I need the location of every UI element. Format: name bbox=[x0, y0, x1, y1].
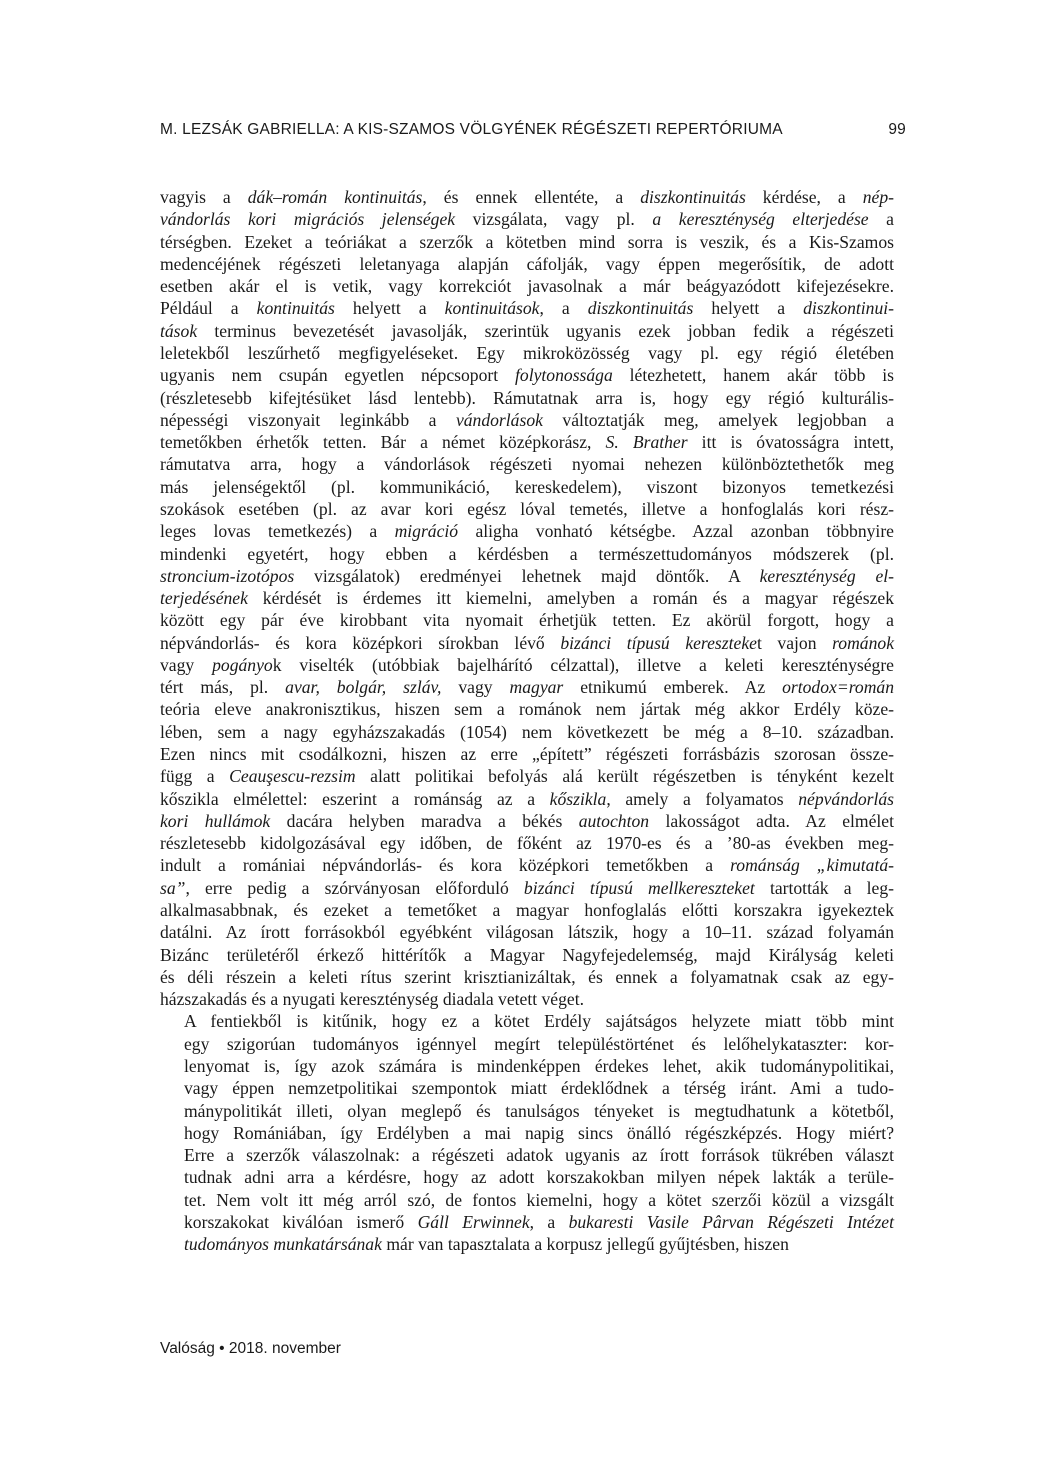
text-run: között egy pár éve kirobbant vita nyomait érhetjük tetten. Ez akörül forgott, hogy a bbox=[160, 610, 894, 631]
article-body bbox=[160, 186, 894, 1256]
text-run: Bizánc területéről érkező hittérítők a Magyar Nagyfejedelemség, majd Királyság keleti bbox=[160, 944, 894, 965]
text-line bbox=[160, 543, 894, 565]
text-run: helyett a bbox=[693, 298, 804, 319]
italic-text: vándorlások bbox=[455, 409, 543, 430]
italic-text: diszkontinuitás bbox=[640, 187, 746, 207]
italic-text: tások bbox=[160, 320, 198, 341]
text-line bbox=[160, 654, 894, 676]
text-line bbox=[160, 1077, 894, 1099]
italic-text: románság „kimutatá- bbox=[730, 855, 895, 876]
italic-text: tudományos munkatársának bbox=[184, 1234, 382, 1255]
text-run: egy szigorúan tudományos igénnyel megírt településtörténet és lelőhelykataszter: kor- bbox=[184, 1033, 894, 1054]
text-run: A fentiekből is kitűnik, hogy ez a kötet Erdély sajátságos helyzete miatt több mint bbox=[184, 1011, 894, 1032]
paragraph-1 bbox=[160, 186, 894, 1010]
publication-line: Valóság • 2018. november bbox=[160, 1340, 341, 1357]
text-run: térségben. Ezeket a teóriákat a szerzők a kötetben mind sorra is veszik, és a Kis-Szamos bbox=[160, 231, 894, 252]
italic-text: diszkontinui- bbox=[803, 298, 894, 319]
text-run: mindenki egyetért, hogy ebben a kérdésben a természettudományos módszerek (pl. bbox=[160, 543, 894, 564]
italic-text: bizánci típusú kereszteke bbox=[560, 632, 757, 653]
text-run: lenyomat is, így azok számára is mindenképpen érdekes lehet, akik tudománypolitikai, bbox=[184, 1055, 894, 1076]
text-line bbox=[160, 743, 894, 765]
italic-text: folytonossága bbox=[515, 365, 613, 386]
text-run: leletekből leszűrhető megfigyeléseket. Egy mikroközösség vagy pl. egy régió életében bbox=[160, 342, 894, 363]
text-run: lében, sem a nagy egyházszakadás (1054) nem következett be még a 8–10. században. bbox=[160, 721, 894, 742]
text-line bbox=[160, 921, 894, 943]
italic-text: Gáll Erwinnek bbox=[417, 1211, 530, 1232]
text-run: kérdését is érdemes itt kiemelni, amelyben a román és a magyar régészek bbox=[247, 588, 894, 609]
text-line bbox=[160, 721, 894, 743]
text-line bbox=[160, 1033, 894, 1055]
text-line bbox=[160, 810, 894, 832]
text-run: (részletesebb kifejtésüket lásd lentebb). Rámutatnak arra is, hogy egy régió kulturális- bbox=[160, 387, 894, 408]
text-line bbox=[160, 1233, 894, 1255]
italic-text: kőszikla bbox=[549, 788, 607, 809]
italic-text: bukaresti Vasile Pârvan Régészeti Intézet bbox=[568, 1211, 895, 1232]
italic-text: magyar bbox=[509, 677, 564, 698]
text-run: , erre pedig a szórványosan előforduló bbox=[185, 877, 524, 898]
text-line bbox=[160, 275, 894, 297]
text-run: rámutatva arra, hogy a vándorlások régészeti nyomai nehezen különböztethetők meg bbox=[160, 454, 894, 475]
text-run: kérdése, a bbox=[745, 187, 863, 207]
text-line bbox=[160, 788, 894, 810]
italic-text: vándorlás kori migrációs jelenségek bbox=[160, 209, 456, 230]
text-line bbox=[160, 498, 894, 520]
text-line bbox=[160, 1100, 894, 1122]
text-run: vagy bbox=[441, 677, 510, 698]
text-run: t vajon bbox=[756, 632, 833, 653]
text-line bbox=[160, 988, 894, 1010]
text-line bbox=[160, 1055, 894, 1077]
text-run: változtatják meg, amelyek legjobban a bbox=[542, 409, 894, 430]
text-run: népvándorlás- és kora középkori sírokban lévő bbox=[160, 632, 561, 653]
running-head bbox=[160, 121, 908, 143]
italic-text: terjedésének bbox=[160, 588, 248, 609]
text-run: alkalmasabbnak, és ezeket a temetőket a magyar honfoglalás előtti korszakra igyekeztek bbox=[160, 900, 894, 920]
text-line bbox=[160, 587, 894, 609]
text-run: aligha vonható kétségbe. Azzal azonban többnyire bbox=[458, 521, 894, 542]
text-run: és déli részein a keleti rítus szerint krisztianizáltak, és ennek a folyamatnak csak az egy- bbox=[160, 966, 894, 987]
text-run: itt is óvatosságra intett, bbox=[687, 432, 894, 453]
italic-text: pogányo bbox=[212, 654, 273, 675]
text-line bbox=[160, 899, 894, 921]
text-run: már van tapasztalata a korpusz jellegű gyűjtésben, hiszen bbox=[381, 1234, 789, 1255]
text-run: teória eleve anakronisztikus, hiszen sem a románok nem jártak még akkor Erdély köze- bbox=[160, 699, 894, 720]
italic-text: sa” bbox=[160, 877, 186, 898]
italic-text: autochton bbox=[578, 810, 650, 831]
italic-text: kereszténység el- bbox=[759, 565, 895, 586]
text-line bbox=[160, 409, 894, 431]
text-run: ugyanis nem csupán egyetlen népcsoport bbox=[160, 365, 516, 386]
text-run: leges lovas temetkezés) a bbox=[160, 521, 395, 542]
text-line bbox=[160, 520, 894, 542]
text-line bbox=[160, 966, 894, 988]
text-line bbox=[160, 632, 894, 654]
text-line bbox=[160, 698, 894, 720]
text-line bbox=[160, 1166, 894, 1188]
text-line bbox=[160, 231, 894, 253]
italic-text: dák–román kontinuitás bbox=[247, 187, 423, 207]
italic-text: nép- bbox=[862, 187, 894, 207]
text-run: vagy éppen nemzetpolitikai szempontok miatt érdeklődnek a térség iránt. Ami a tudo- bbox=[184, 1078, 894, 1099]
text-run: esetben akár el is vetik, vagy korrekciót javasolnak a már beágyazódott kifejezésekre. bbox=[160, 276, 894, 297]
text-run: tudnak adni arra a kérdésre, hogy az adott korszakokban milyen népek lakták a terüle- bbox=[184, 1167, 894, 1188]
italic-text: népvándorlás bbox=[798, 788, 894, 809]
text-line bbox=[160, 676, 894, 698]
text-run: , amely a folyamatos bbox=[606, 788, 799, 809]
text-line bbox=[160, 453, 894, 475]
italic-text: Ceauşescu-rezsim bbox=[229, 766, 356, 787]
text-run: létezhetett, hanem akár több is bbox=[612, 365, 894, 386]
text-run: vizsgálata, vagy pl. bbox=[455, 209, 653, 230]
italic-text: S. Brather bbox=[605, 432, 688, 453]
italic-text: kontinuitás bbox=[256, 298, 335, 319]
text-run: alatt politikai befolyás alá került régészetben is tényként kezelt bbox=[355, 766, 894, 787]
text-run: Például a bbox=[160, 298, 257, 319]
text-run: Ezen nincs mit csodálkozni, hiszen az erre „épített” régészeti forrásbázis szorosan össze- bbox=[160, 744, 894, 765]
text-line bbox=[160, 944, 894, 966]
text-run: etnikumú emberek. Az bbox=[563, 677, 783, 698]
text-line bbox=[160, 765, 894, 787]
text-run: népességi viszonyait leginkább a bbox=[160, 409, 456, 430]
text-run: , a bbox=[539, 298, 588, 319]
italic-text: avar, bolgár, szláv, bbox=[285, 677, 442, 698]
text-line bbox=[160, 253, 894, 275]
text-line bbox=[160, 431, 894, 453]
text-line bbox=[160, 342, 894, 364]
paragraph-2 bbox=[160, 1010, 894, 1255]
text-line bbox=[160, 208, 894, 230]
text-line bbox=[160, 186, 894, 208]
text-run: házszakadás és a nyugati kereszténység diadala vetett véget. bbox=[160, 989, 585, 1010]
text-line bbox=[160, 320, 894, 342]
text-run: tet. Nem volt itt még arról szó, de fontos kiemelni, hogy a kötet szerzői közül a vizsgált bbox=[184, 1189, 894, 1210]
italic-text: kontinuitások bbox=[444, 298, 540, 319]
text-run: függ a bbox=[160, 766, 230, 787]
text-line bbox=[160, 565, 894, 587]
text-run: k viselték (utóbbiak bajelhárító célzattal), illetve a keleti kereszténységre bbox=[272, 654, 894, 675]
text-run: a bbox=[868, 209, 894, 230]
text-run: részletesebb kidolgozásával egy időben, de főként az 1970-es és a ’80-as években meg- bbox=[160, 833, 894, 854]
text-run: indult a romániai népvándorlás- és kora középkori temetőkben a bbox=[160, 855, 731, 876]
text-line bbox=[160, 854, 894, 876]
text-run: kőszikla elmélettel: eszerint a románság az a bbox=[160, 788, 550, 809]
text-run: lakosságot adta. Az elmélet bbox=[649, 810, 895, 831]
text-run: , és ennek ellentéte, a bbox=[422, 187, 641, 207]
text-line bbox=[160, 297, 894, 319]
page-footer bbox=[160, 1340, 341, 1358]
text-run: datálni. Az írott forrásokból egyébként világosan látszik, hogy a 10–11. század folyamán bbox=[160, 922, 894, 943]
text-run: dacára helyben maradva a békés bbox=[270, 810, 579, 831]
text-line bbox=[160, 476, 894, 498]
text-line bbox=[160, 609, 894, 631]
running-title: M. LEZSÁK GABRIELLA: A KIS-SZAMOS VÖLGYÉNEK RÉGÉSZETI REPERTÓRIUMA bbox=[160, 121, 783, 138]
text-run: helyett a bbox=[334, 298, 445, 319]
italic-text: diszkontinuitás bbox=[587, 298, 694, 319]
text-run: tartották a leg- bbox=[754, 877, 894, 898]
italic-text: románok bbox=[832, 632, 895, 653]
italic-text: migráció bbox=[394, 521, 459, 542]
text-run: vizsgálatok) eredményei lehetnek majd döntők. A bbox=[294, 565, 760, 586]
text-run: mánypolitikát illeti, olyan meglepő és tanulságos tényeket is megtudhatunk a kötetből, bbox=[184, 1100, 894, 1121]
text-run: medencéjének régészeti leletanyaga alapján cáfolják, vagy éppen megerősítik, de adott bbox=[160, 253, 894, 274]
text-run: temetőkben érhetők tetten. Bár a német középkorász, bbox=[160, 432, 606, 453]
italic-text: ortodox=román bbox=[782, 677, 894, 698]
italic-text: a kereszténység elterjedése bbox=[652, 209, 869, 230]
italic-text: stroncium-izotópos bbox=[160, 565, 295, 586]
text-run: tért más, pl. bbox=[160, 677, 286, 698]
text-run: Erre a szerzők válaszolnak: a régészeti adatok ugyanis az írott források tükrében választ bbox=[184, 1145, 894, 1166]
text-line bbox=[160, 1189, 894, 1211]
italic-text: bizánci típusú mellkereszteket bbox=[523, 877, 755, 898]
text-run: hogy Romániában, így Erdélyben a mai napig sincs önálló régészképzés. Hogy miért? bbox=[184, 1122, 894, 1143]
page-number: 99 bbox=[888, 121, 906, 138]
text-line bbox=[160, 1010, 894, 1032]
text-run: terminus bevezetését javasolják, szerintük ugyanis ezek jobban fedik a régészeti bbox=[197, 320, 894, 341]
text-line bbox=[160, 364, 894, 386]
italic-text: kori hullámok bbox=[160, 810, 271, 831]
text-line bbox=[160, 1122, 894, 1144]
text-line bbox=[160, 832, 894, 854]
text-run: vagyis a bbox=[160, 187, 248, 207]
text-line bbox=[160, 387, 894, 409]
text-run: , a bbox=[529, 1211, 569, 1232]
text-line bbox=[160, 1144, 894, 1166]
text-line bbox=[160, 1211, 894, 1233]
text-line bbox=[160, 877, 894, 899]
text-run: szokások esetében (pl. az avar kori egész lóval temetés, illetve a honfoglalás kori rész- bbox=[160, 498, 894, 519]
text-run: vagy bbox=[160, 654, 213, 675]
text-run: korszakokat kiválóan ismerő bbox=[184, 1211, 418, 1232]
text-run: más jelenségektől (pl. kommunikáció, kereskedelem), viszont bizonyos temetkezési bbox=[160, 476, 894, 497]
